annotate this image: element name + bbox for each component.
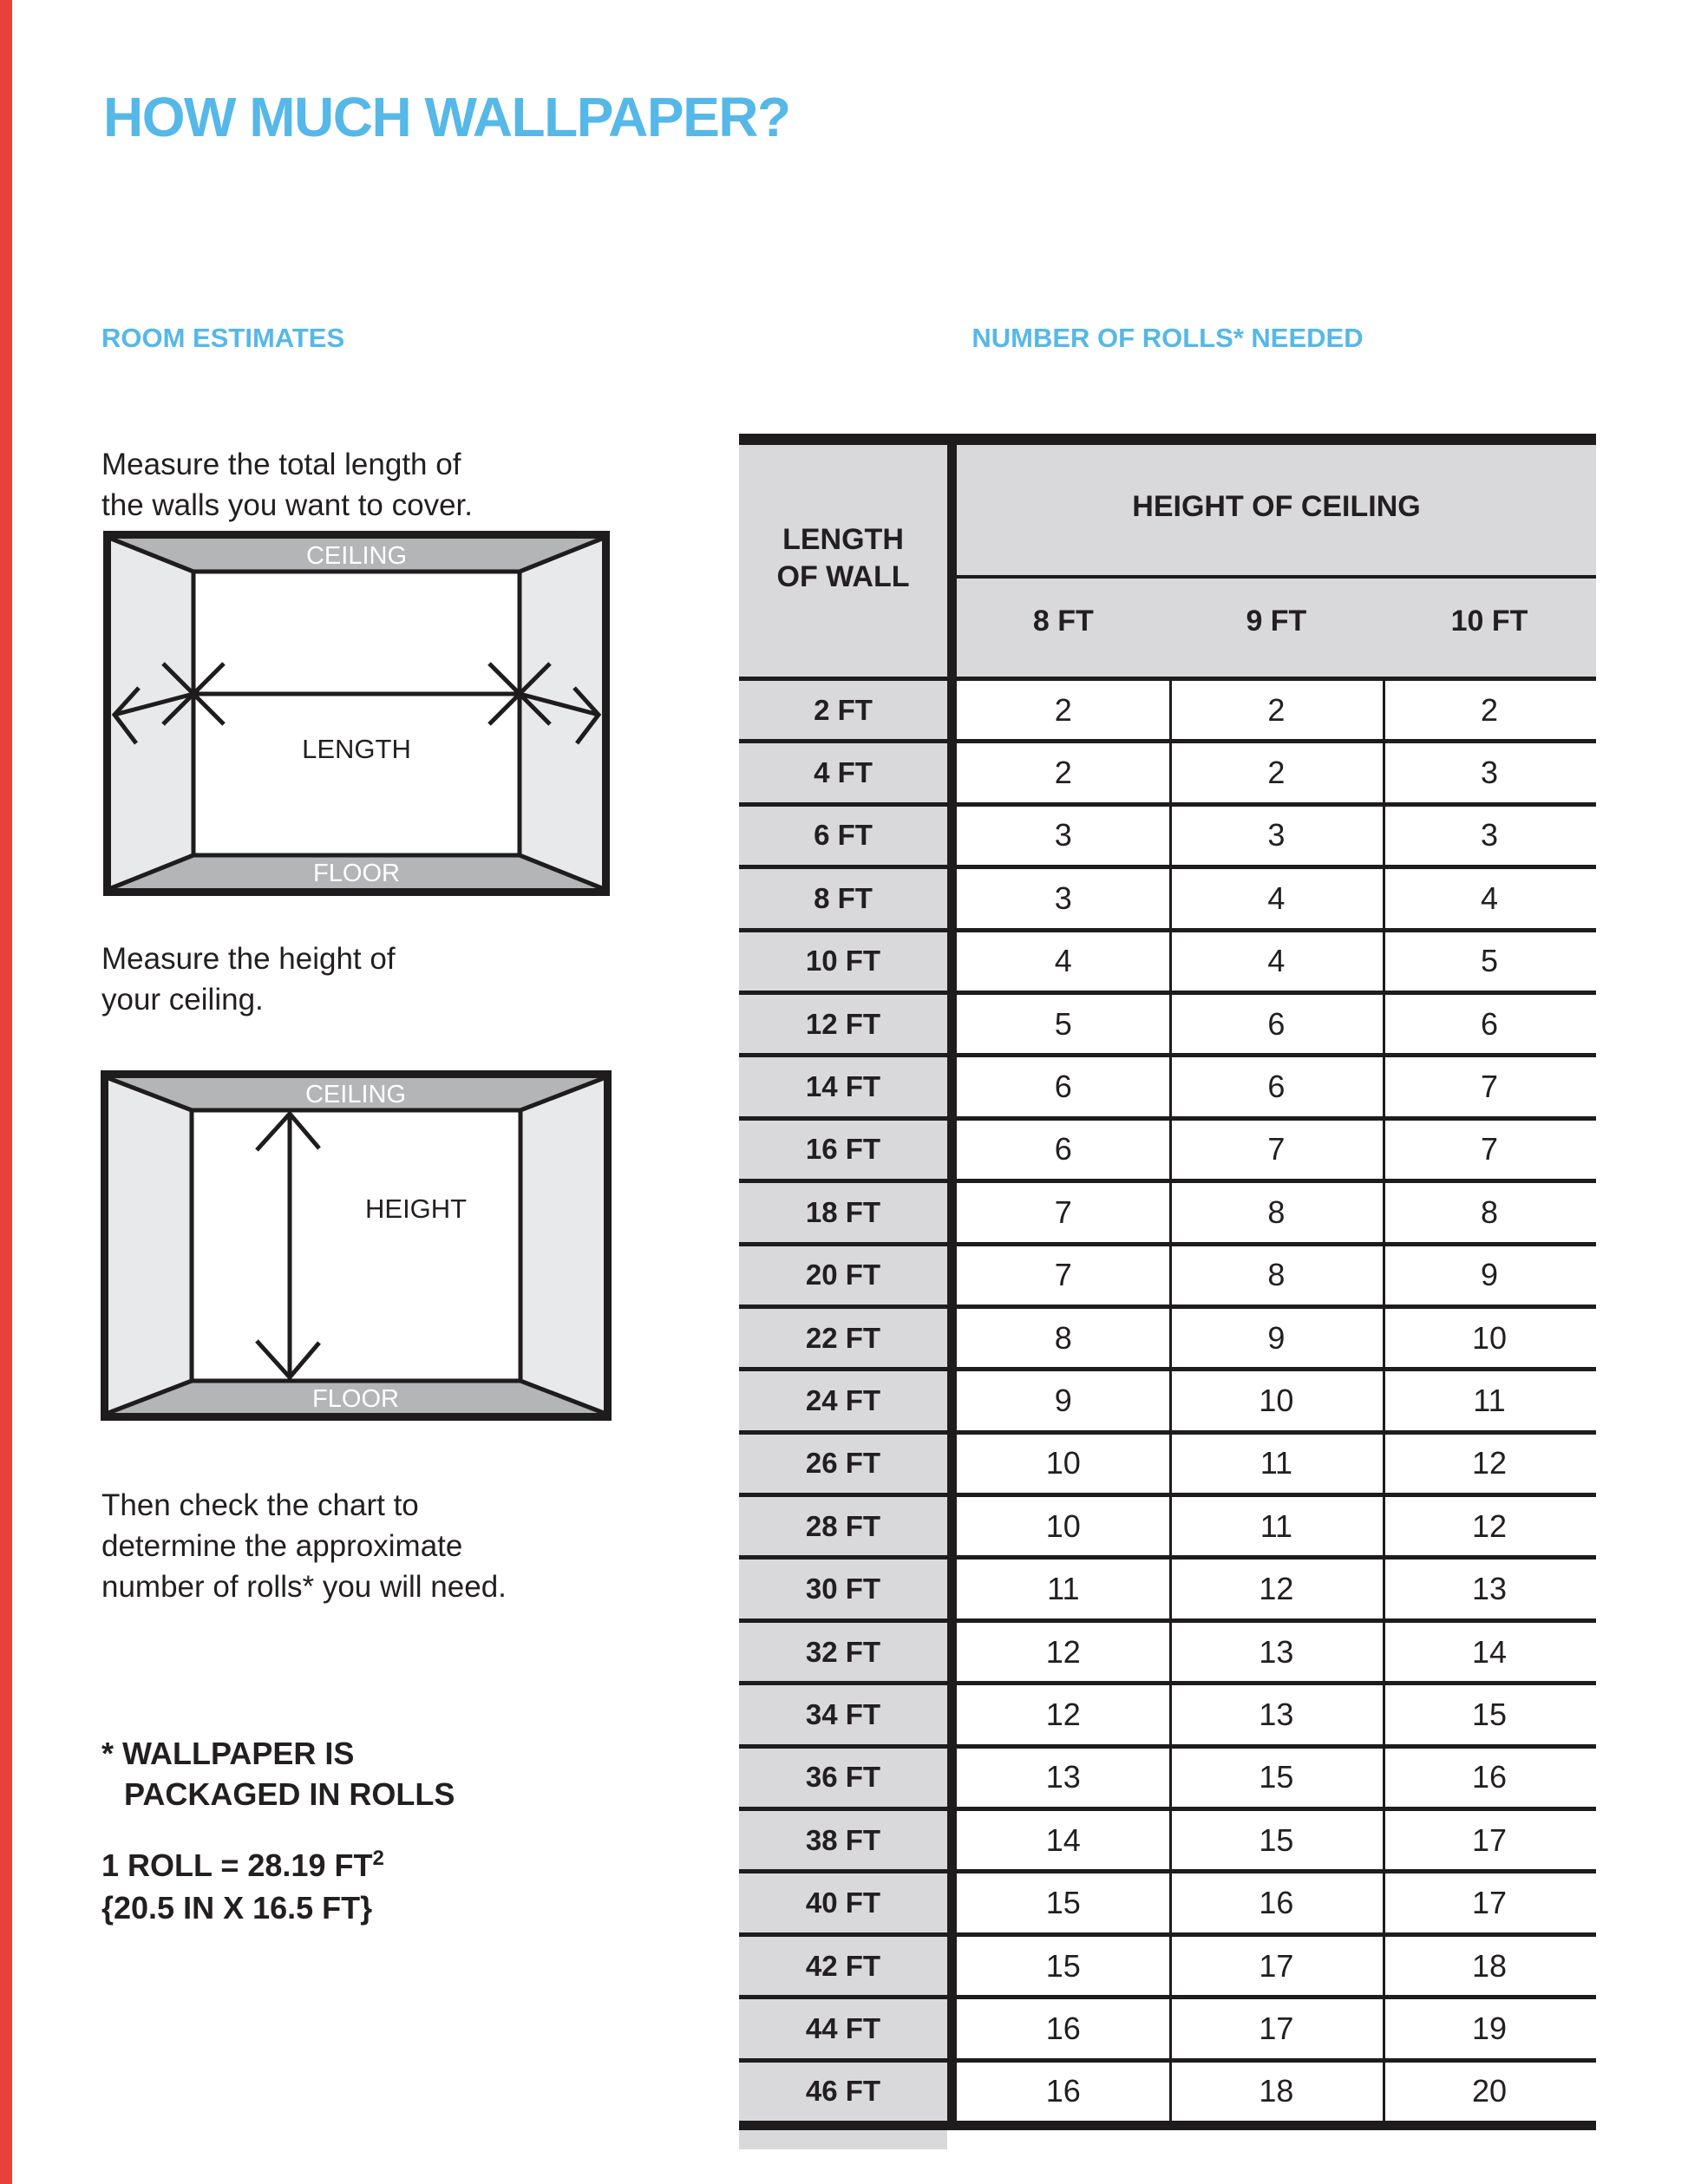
table-row bbox=[739, 1869, 1596, 1932]
rolls-count-cell: 4 bbox=[1170, 869, 1384, 927]
instruction-check-chart bbox=[101, 1485, 507, 1607]
rolls-count-cell: 6 bbox=[1383, 995, 1596, 1053]
page-title: HOW MUCH WALLPAPER? bbox=[103, 86, 790, 148]
table-row bbox=[739, 1618, 1596, 1681]
length-label: LENGTH bbox=[302, 734, 411, 764]
floor-label: FLOOR bbox=[312, 1385, 399, 1413]
wall-length-label: 20 FT bbox=[739, 1246, 947, 1305]
wall-length-label: 44 FT bbox=[739, 1999, 947, 2057]
height-label: HEIGHT bbox=[365, 1193, 468, 1224]
header-line: OF WALL bbox=[776, 560, 910, 593]
wall-length-label: 22 FT bbox=[739, 1309, 947, 1367]
rolls-count-cell: 12 bbox=[1170, 1560, 1384, 1618]
wall-length-label: 6 FT bbox=[739, 807, 947, 865]
rolls-count-cell: 13 bbox=[957, 1749, 1170, 1807]
instruction-measure-height bbox=[101, 938, 396, 1020]
floor-label: FLOOR bbox=[313, 860, 400, 887]
rolls-count-cell: 20 bbox=[1383, 2063, 1596, 2121]
table-row bbox=[739, 1305, 1596, 1367]
wall-length-label: 42 FT bbox=[739, 1937, 947, 1995]
table-row bbox=[739, 991, 1596, 1053]
col-header-9ft: 9 FT bbox=[1246, 605, 1307, 638]
ceiling-label: CEILING bbox=[305, 542, 408, 570]
rolls-count-cell: 18 bbox=[1170, 2063, 1384, 2121]
wall-length-label: 10 FT bbox=[739, 932, 947, 991]
rolls-count-cell: 2 bbox=[1170, 681, 1384, 739]
wall-length-label: 16 FT bbox=[739, 1121, 947, 1179]
back-wall bbox=[193, 572, 520, 855]
length-of-wall-header bbox=[739, 521, 947, 596]
rolls-count-cell: 15 bbox=[1383, 1685, 1596, 1743]
rolls-count-cell: 17 bbox=[1170, 1999, 1384, 2057]
rolls-count-cell: 12 bbox=[1383, 1497, 1596, 1555]
instruction-line: Measure the height of bbox=[101, 942, 396, 976]
rolls-count-cell: 12 bbox=[1383, 1435, 1596, 1493]
rolls-count-cell: 9 bbox=[1383, 1246, 1596, 1305]
wall-length-label: 28 FT bbox=[739, 1497, 947, 1555]
roll-equation bbox=[101, 1844, 384, 1886]
rolls-count-cell: 9 bbox=[1170, 1309, 1384, 1367]
rolls-count-cell: 3 bbox=[1383, 743, 1596, 801]
rolls-count-cell: 3 bbox=[957, 807, 1170, 865]
table-vertical-divider bbox=[947, 434, 957, 2130]
rolls-count-cell: 9 bbox=[957, 1371, 1170, 1429]
table-row bbox=[739, 865, 1596, 927]
rolls-count-cell: 8 bbox=[1170, 1183, 1384, 1241]
instruction-line: your ceiling. bbox=[101, 983, 264, 1017]
wall-length-label: 40 FT bbox=[739, 1873, 947, 1932]
rolls-count-cell: 13 bbox=[1170, 1623, 1384, 1681]
rolls-count-cell: 16 bbox=[957, 2063, 1170, 2121]
table-row bbox=[739, 1744, 1596, 1807]
rolls-count-cell: 10 bbox=[1383, 1309, 1596, 1367]
rolls-count-cell: 6 bbox=[957, 1121, 1170, 1179]
table-row bbox=[739, 2058, 1596, 2121]
room-length-diagram bbox=[103, 531, 610, 896]
col-header-10ft: 10 FT bbox=[1450, 605, 1528, 638]
instruction-line: Then check the chart to bbox=[101, 1488, 419, 1522]
rolls-count-cell: 14 bbox=[1383, 1623, 1596, 1681]
rolls-count-cell: 12 bbox=[957, 1623, 1170, 1681]
table-row bbox=[739, 1807, 1596, 1869]
rolls-count-cell: 2 bbox=[1170, 743, 1384, 801]
label-column-stub bbox=[739, 2130, 947, 2149]
rolls-count-cell: 7 bbox=[957, 1183, 1170, 1241]
rolls-count-cell: 4 bbox=[1383, 869, 1596, 927]
rolls-needed-table bbox=[739, 434, 1596, 2130]
wall-length-label: 36 FT bbox=[739, 1749, 947, 1807]
rolls-count-cell: 4 bbox=[957, 932, 1170, 991]
rolls-count-cell: 14 bbox=[957, 1811, 1170, 1869]
rolls-count-cell: 5 bbox=[957, 995, 1170, 1053]
room-estimates-heading: ROOM ESTIMATES bbox=[101, 323, 345, 353]
back-wall bbox=[192, 1110, 520, 1381]
table-row bbox=[739, 1179, 1596, 1241]
rolls-count-cell: 2 bbox=[957, 681, 1170, 739]
table-row bbox=[739, 1242, 1596, 1305]
rolls-count-cell: 7 bbox=[1383, 1057, 1596, 1115]
rolls-count-cell: 15 bbox=[1170, 1811, 1384, 1869]
rolls-count-cell: 19 bbox=[1383, 1999, 1596, 2057]
table-row bbox=[739, 1995, 1596, 2057]
rolls-count-cell: 18 bbox=[1383, 1937, 1596, 1995]
rolls-count-cell: 8 bbox=[1170, 1246, 1384, 1305]
rolls-count-cell: 3 bbox=[957, 869, 1170, 927]
rolls-needed-heading: NUMBER OF ROLLS* NEEDED bbox=[972, 323, 1364, 353]
instruction-line: the walls you want to cover. bbox=[101, 488, 473, 522]
rolls-count-cell: 17 bbox=[1170, 1937, 1384, 1995]
table-row bbox=[739, 1555, 1596, 1618]
rolls-count-cell: 6 bbox=[957, 1057, 1170, 1115]
instruction-line: number of rolls* you will need. bbox=[101, 1570, 507, 1604]
right-wall-face bbox=[520, 1078, 604, 1413]
wall-length-label: 2 FT bbox=[739, 681, 947, 739]
table-top-border bbox=[739, 434, 1596, 445]
header-line: LENGTH bbox=[782, 523, 904, 556]
rolls-count-cell: 8 bbox=[957, 1309, 1170, 1367]
roll-equation-text: 1 ROLL = 28.19 FT bbox=[101, 1847, 373, 1883]
ceiling-height-columns bbox=[957, 605, 1596, 638]
table-row bbox=[739, 928, 1596, 991]
rolls-count-cell: 2 bbox=[1383, 681, 1596, 739]
rolls-count-cell: 3 bbox=[1170, 807, 1384, 865]
wall-length-label: 8 FT bbox=[739, 869, 947, 927]
wall-length-label: 24 FT bbox=[739, 1371, 947, 1429]
col-header-8ft: 8 FT bbox=[1032, 605, 1094, 638]
rolls-count-cell: 13 bbox=[1383, 1560, 1596, 1618]
rolls-count-cell: 2 bbox=[957, 743, 1170, 801]
ceiling-label: CEILING bbox=[304, 1081, 407, 1108]
left-edge-accent-stripe bbox=[0, 0, 12, 2184]
wall-length-label: 30 FT bbox=[739, 1560, 947, 1618]
rolls-count-cell: 13 bbox=[1170, 1685, 1384, 1743]
table-row bbox=[739, 1681, 1596, 1743]
rolls-count-cell: 11 bbox=[1170, 1435, 1384, 1493]
rolls-count-cell: 10 bbox=[957, 1435, 1170, 1493]
table-row bbox=[739, 677, 1596, 739]
table-row bbox=[739, 1493, 1596, 1555]
column-separator bbox=[1169, 677, 1172, 2121]
table-header bbox=[739, 445, 1596, 677]
rolls-count-cell: 4 bbox=[1170, 932, 1384, 991]
rolls-count-cell: 16 bbox=[1170, 1873, 1384, 1932]
wall-length-label: 46 FT bbox=[739, 2063, 947, 2121]
table-row bbox=[739, 802, 1596, 865]
table-row bbox=[739, 1430, 1596, 1493]
height-of-ceiling-header: HEIGHT OF CEILING bbox=[1132, 490, 1421, 523]
header-divider-line bbox=[957, 575, 1596, 579]
note-line: PACKAGED IN ROLLS bbox=[124, 1776, 455, 1812]
rolls-count-cell: 16 bbox=[957, 1999, 1170, 2057]
roll-equation-superscript: 2 bbox=[372, 1847, 384, 1870]
rolls-count-cell: 5 bbox=[1383, 932, 1596, 991]
room-height-diagram bbox=[101, 1070, 612, 1421]
wall-length-label: 26 FT bbox=[739, 1435, 947, 1493]
roll-size-note bbox=[101, 1844, 384, 1929]
instruction-line: Measure the total length of bbox=[101, 448, 461, 481]
rolls-count-cell: 16 bbox=[1383, 1749, 1596, 1807]
wall-length-label: 4 FT bbox=[739, 743, 947, 801]
wall-length-label: 14 FT bbox=[739, 1057, 947, 1115]
rolls-count-cell: 6 bbox=[1170, 1057, 1384, 1115]
table-row bbox=[739, 1116, 1596, 1179]
table-row bbox=[739, 1053, 1596, 1115]
rolls-count-cell: 10 bbox=[957, 1497, 1170, 1555]
rolls-count-cell: 17 bbox=[1383, 1873, 1596, 1932]
rolls-count-cell: 12 bbox=[957, 1685, 1170, 1743]
rolls-count-cell: 11 bbox=[957, 1560, 1170, 1618]
rolls-count-cell: 6 bbox=[1170, 995, 1384, 1053]
table-body bbox=[739, 677, 1596, 2130]
wall-length-label: 18 FT bbox=[739, 1183, 947, 1241]
table-row bbox=[739, 739, 1596, 801]
rolls-count-cell: 3 bbox=[1383, 807, 1596, 865]
wall-length-label: 32 FT bbox=[739, 1623, 947, 1681]
table-row bbox=[739, 1932, 1596, 1995]
instruction-line: determine the approximate bbox=[101, 1529, 463, 1563]
wall-length-label: 34 FT bbox=[739, 1685, 947, 1743]
rolls-count-cell: 11 bbox=[1170, 1497, 1384, 1555]
rolls-count-cell: 15 bbox=[1170, 1749, 1384, 1807]
column-separator bbox=[1383, 677, 1385, 2121]
wall-length-label: 38 FT bbox=[739, 1811, 947, 1869]
rolls-count-cell: 7 bbox=[1383, 1121, 1596, 1179]
rolls-count-cell: 8 bbox=[1383, 1183, 1596, 1241]
rolls-count-cell: 7 bbox=[957, 1246, 1170, 1305]
rolls-count-cell: 11 bbox=[1383, 1371, 1596, 1429]
rolls-count-cell: 10 bbox=[1170, 1371, 1384, 1429]
rolls-count-cell: 15 bbox=[957, 1873, 1170, 1932]
note-line: * WALLPAPER IS bbox=[101, 1736, 355, 1771]
rolls-count-cell: 15 bbox=[957, 1937, 1170, 1995]
table-row bbox=[739, 1367, 1596, 1429]
wall-length-label: 12 FT bbox=[739, 995, 947, 1053]
rolls-count-cell: 7 bbox=[1170, 1121, 1384, 1179]
roll-dimensions: {20.5 IN X 16.5 FT} bbox=[101, 1890, 373, 1926]
wallpaper-rolls-note bbox=[101, 1733, 455, 1815]
rolls-count-cell: 17 bbox=[1383, 1811, 1596, 1869]
left-wall-face bbox=[108, 1078, 192, 1413]
instruction-measure-length bbox=[101, 444, 473, 526]
